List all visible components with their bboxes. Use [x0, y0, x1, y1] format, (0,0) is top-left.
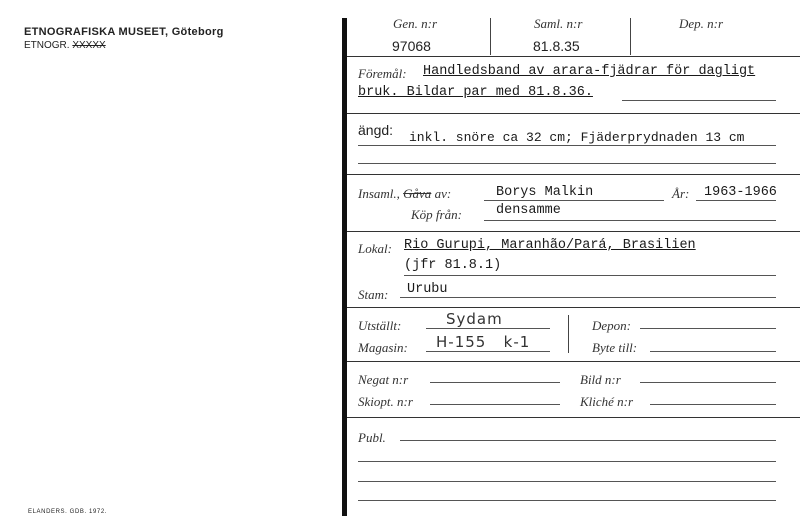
card-spine: [342, 18, 347, 516]
department-struck: XXXXX: [72, 40, 106, 51]
langd-section-rule: [347, 174, 800, 175]
gen-label: Gen. n:r: [393, 16, 438, 31]
byte-label: Byte till:: [592, 340, 638, 355]
department-prefix: ETNOGR.: [24, 40, 70, 51]
header-divider-2: [630, 18, 631, 55]
insaml-section-rule: [347, 231, 800, 232]
langd-rule-1: [358, 145, 776, 146]
utstallt-label: Utställt:: [358, 318, 402, 333]
storage-divider: [568, 315, 569, 353]
printer-credit: ELANDERS. GDB. 1972.: [28, 509, 108, 515]
kliche-rule: [650, 404, 776, 405]
year-label: År:: [672, 186, 690, 201]
stam-label: Stam:: [358, 287, 389, 302]
negat-rule: [430, 382, 560, 383]
publ-rule-4: [358, 500, 776, 501]
utstallt-value: Sydam: [446, 310, 503, 328]
dep-label: Dep. n:r: [679, 16, 724, 31]
foremal-label: Föremål:: [358, 66, 407, 81]
year-rule: [696, 200, 776, 201]
museum-name: ETNOGRAFISKA MUSEET,: [24, 26, 169, 38]
langd-value: inkl. snöre ca 32 cm; Fjäderprydnaden 13 cm: [409, 130, 745, 145]
lokal-line-1: Rio Gurupi, Maranhão/Pará, Brasilien: [404, 238, 696, 253]
foremal-line-1: Handledsband av arara-fjädrar för dagligt: [423, 64, 756, 79]
header-divider-1: [490, 18, 491, 55]
byte-rule: [650, 351, 776, 352]
museum-city: Göteborg: [171, 26, 224, 38]
skiopt-label: Skiopt. n:r: [358, 394, 413, 409]
insaml-label-struck: Gåva: [403, 186, 432, 201]
lokal-line-2: (jfr 81.8.1): [404, 258, 502, 273]
saml-value: 81.8.35: [533, 38, 580, 54]
department-row: [24, 40, 106, 51]
publ-rule-3: [358, 481, 776, 482]
insaml-label-prefix: Insaml.,: [358, 186, 400, 201]
kop-rule: [484, 220, 776, 221]
depon-rule: [640, 328, 776, 329]
gen-value: 97068: [392, 38, 431, 54]
magasin-label: Magasin:: [358, 340, 408, 355]
foremal-rule-2: [622, 100, 776, 101]
lokal-label: Lokal:: [358, 241, 392, 256]
insaml-value: Borys Malkin: [496, 185, 594, 200]
publ-label: Publ.: [358, 430, 386, 445]
stam-rule: [400, 297, 776, 298]
lokal-rule-2: [404, 275, 776, 276]
media-section-rule: [347, 417, 800, 418]
saml-label: Saml. n:r: [534, 16, 583, 31]
header-rule: [347, 56, 800, 57]
bild-label: Bild n:r: [580, 372, 621, 387]
insaml-label-suffix: av:: [434, 186, 452, 201]
kliche-label: Kliché n:r: [580, 394, 634, 409]
utstallt-rule: [426, 328, 550, 329]
langd-label: ängd:: [358, 122, 394, 138]
langd-rule-2: [358, 163, 776, 164]
magasin-rule: [426, 351, 550, 352]
foremal-section-rule: [347, 113, 800, 114]
lokal-section-rule: [347, 307, 800, 308]
year-value: 1963-1966: [704, 185, 777, 200]
museum-name-row: [24, 26, 224, 38]
publ-rule-1: [400, 440, 776, 441]
storage-section-rule: [347, 361, 800, 362]
skiopt-rule: [430, 404, 560, 405]
publ-rule-2: [358, 461, 776, 462]
depon-label: Depon:: [592, 318, 631, 333]
foremal-line-2: bruk. Bildar par med 81.8.36.: [358, 85, 593, 100]
insaml-label: [358, 186, 451, 202]
kop-label: Köp från:: [411, 207, 462, 222]
magasin-value: H-155 k-1: [436, 333, 531, 351]
negat-label: Negat n:r: [358, 372, 409, 387]
stam-value: Urubu: [407, 282, 448, 297]
kop-value: densamme: [496, 203, 561, 218]
insaml-rule: [484, 200, 664, 201]
bild-rule: [640, 382, 776, 383]
